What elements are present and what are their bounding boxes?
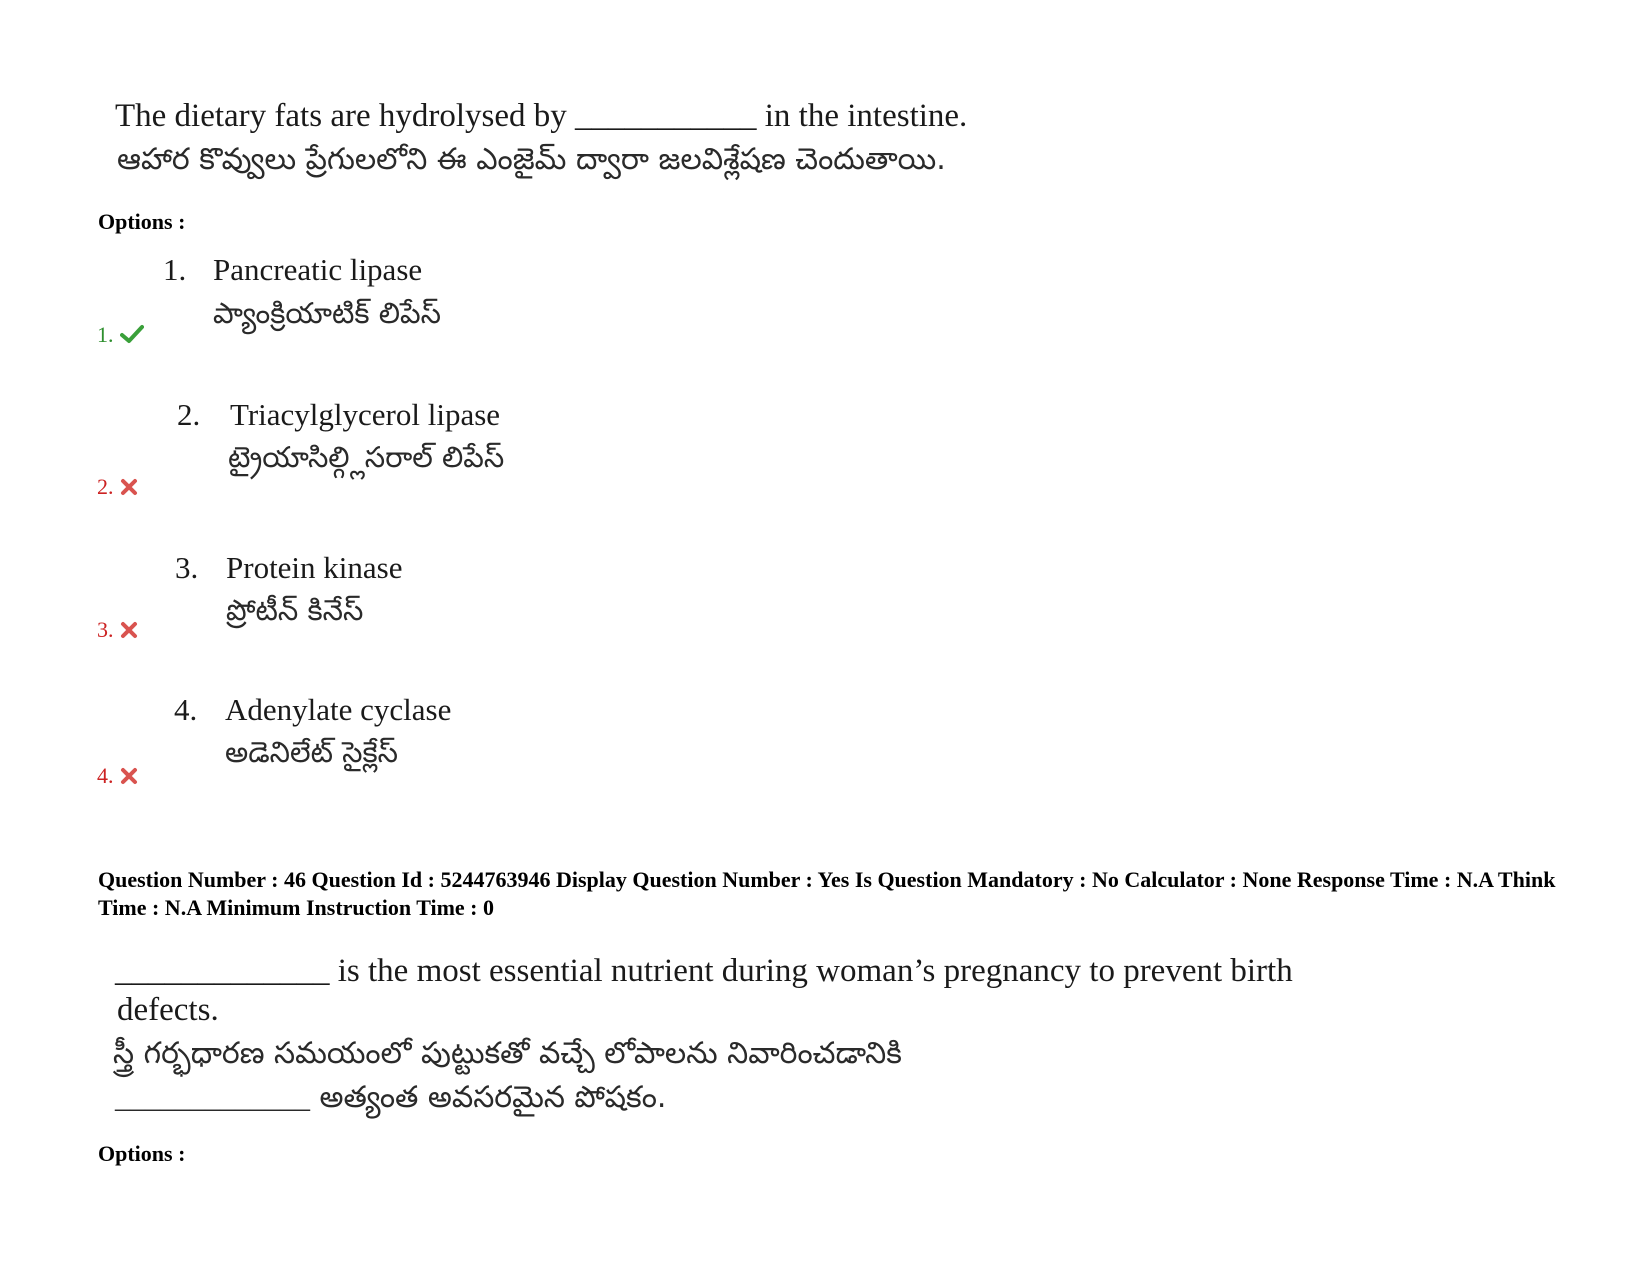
option-2-number: 2. (177, 397, 201, 432)
option-1-marker-label: 1. (97, 322, 114, 347)
cross-icon (120, 767, 138, 785)
question-45-stem-en (115, 98, 967, 135)
question-46-stem-te-line1: స్త్రీ గర్భధారణ సమయంలో పుట్టుకతో వచ్చే లోపాలను నివారించడానికి (113, 1036, 902, 1071)
option-2-marker-label: 2. (97, 474, 114, 499)
stem-text-before: The dietary fats are hydrolysed by (115, 98, 567, 134)
check-icon (120, 324, 144, 344)
question-46-stem-en-line2: defects. (117, 992, 219, 1028)
option-4-text-te: అడెనిలేట్ సైక్లేస్ (225, 735, 399, 769)
stem-blank: _____________ (115, 1081, 310, 1114)
stem-blank: ___________ (575, 98, 757, 134)
option-3-text-te: ప్రోటీన్ కినేస్ (226, 593, 364, 627)
option-4-text-en: Adenylate cyclase (225, 692, 452, 727)
question-46-meta: Question Number : 46 Question Id : 5244763946 Display Question Number : Yes Is Question Mandatory : No Calculator : None Response Time : N.A Think Time : N.A Minimum Instruction Time : 0 (98, 867, 1556, 920)
option-4-marker (97, 763, 138, 789)
question-46-stem-en-line1 (115, 953, 1293, 990)
stem-blank: _____________ (115, 953, 330, 989)
stem-text: అత్యంత అవసరమైన పోషకం. (319, 1080, 667, 1115)
option-1-number: 1. (163, 252, 187, 287)
option-1-text-en: Pancreatic lipase (213, 252, 423, 287)
option-2-text-te: ట్రైయాసిల్గ్లిసరాల్ లిపేస్ (228, 440, 505, 474)
option-3-marker (97, 617, 138, 643)
stem-text-after: in the intestine. (764, 98, 968, 134)
cross-icon (120, 621, 138, 639)
question-46-stem-te-line2 (115, 1080, 666, 1122)
option-3-number: 3. (175, 550, 199, 585)
options-label: Options : (98, 1141, 186, 1166)
cross-icon (120, 478, 138, 496)
question-45-stem-te: ఆహార కొవ్వులు ప్రేగులలోని ఈ ఎంజైమ్ ద్వారా జలవిశ్లేషణ చెందుతాయి. (117, 142, 946, 177)
option-3-marker-label: 3. (97, 617, 114, 642)
stem-text: is the most essential nutrient during woman’s pregnancy to prevent birth (337, 953, 1293, 989)
option-4-marker-label: 4. (97, 763, 114, 788)
option-4-number: 4. (174, 692, 198, 727)
option-1-text-te: ప్యాంక్రియాటిక్ లిపేస్ (213, 296, 441, 330)
option-2-marker (97, 474, 138, 500)
option-2-text-en: Triacylglycerol lipase (230, 397, 501, 432)
options-label: Options : (98, 209, 186, 234)
option-3-text-en: Protein kinase (226, 550, 403, 585)
option-1-marker (97, 322, 144, 348)
